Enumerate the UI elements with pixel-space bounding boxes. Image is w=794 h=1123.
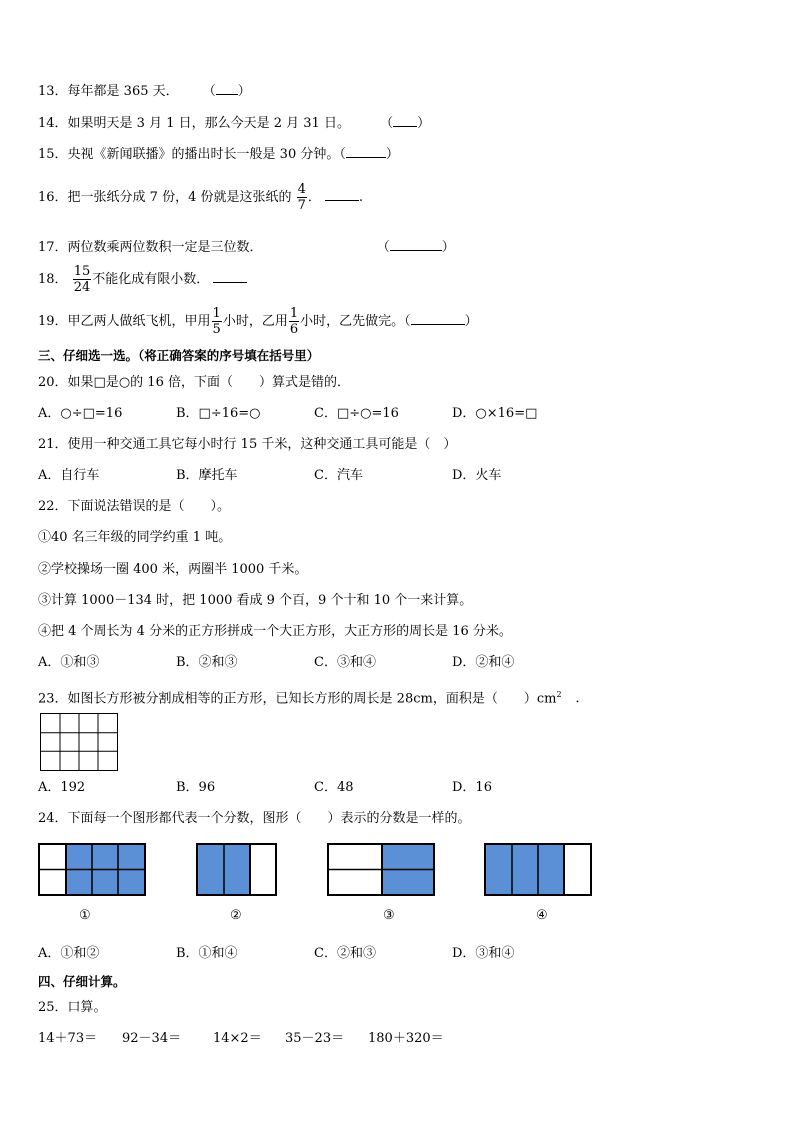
question-23-text: 23．如图长方形被分割成相等的正方形，已知长方形的周长是 28cm，面积是（ ）cm <box>38 691 557 707</box>
denominator: 24 <box>73 280 91 295</box>
option-c[interactable]: C．汽车 <box>314 468 363 483</box>
option-d[interactable]: D．②和④ <box>452 655 515 670</box>
figure-1-drawing <box>40 845 144 894</box>
figure-4-drawing <box>486 845 590 894</box>
answer-blank[interactable] <box>390 238 442 251</box>
question-15-text: 15．央视《新闻联播》的播出时长一般是 30 分钟。（ <box>38 147 346 162</box>
option-c[interactable]: C．③和④ <box>314 655 376 670</box>
question-18 <box>38 264 247 295</box>
rectangle-grid-figure <box>40 713 118 771</box>
numerator: 1 <box>212 306 221 321</box>
paren-open: （ <box>376 240 390 255</box>
paren-close: ） <box>464 314 478 329</box>
calc-item[interactable]: 180＋320＝ <box>368 1031 444 1046</box>
answer-blank[interactable] <box>411 312 465 325</box>
figure-3-label: ③ <box>383 908 395 923</box>
option-a[interactable]: A．①和③ <box>38 655 100 670</box>
numerator: 15 <box>73 264 91 279</box>
fraction <box>289 306 299 337</box>
question-19-text-1: 19．甲乙两人做纸飞机，甲用 <box>38 314 211 329</box>
calc-item[interactable]: 35－23＝ <box>285 1031 345 1046</box>
option-a[interactable]: A．①和② <box>38 946 100 961</box>
option-b[interactable]: B．②和③ <box>176 655 238 670</box>
shaded-area <box>486 845 564 894</box>
denominator: 6 <box>289 322 299 337</box>
period: ． <box>307 190 321 205</box>
option-c[interactable]: C．48 <box>314 780 354 795</box>
question-13-text: 13．每年都是 365 天． <box>38 84 179 99</box>
section-4-heading: 四、仔细计算。 <box>38 974 126 989</box>
fraction <box>73 264 92 295</box>
question-16-text: 16．把一张纸分成 7 份，4 份就是这张纸的 <box>38 190 292 205</box>
paren-close: ） <box>385 147 399 162</box>
option-a[interactable]: A．○÷□=16 <box>38 406 123 421</box>
section-3-heading: 三、仔细选一选。（将正确答案的序号填在括号里） <box>38 348 320 363</box>
answer-blank[interactable] <box>346 145 386 158</box>
numerator: 1 <box>289 306 299 321</box>
grid-lines <box>41 714 117 770</box>
answer-blank[interactable] <box>325 188 359 201</box>
statement-2: ②学校操场一圈 400 米，两圈半 1000 千米。 <box>38 562 308 577</box>
option-c[interactable]: C．②和③ <box>314 946 376 961</box>
question-19-text-2: 小时，乙用 <box>222 314 288 329</box>
figure-1 <box>38 843 146 896</box>
denominator: 7 <box>297 198 306 213</box>
answer-blank[interactable] <box>216 82 238 95</box>
paren-close: ） <box>237 84 251 99</box>
answer-blank[interactable] <box>213 270 247 283</box>
question-number: 18． <box>38 272 68 287</box>
question-17 <box>38 238 455 257</box>
question-16: 16．把一张纸分成 7 份，4 份就是这张纸的 $\frac{4}{7}$ ． . <box>38 182 364 213</box>
fraction <box>297 182 307 213</box>
statement-3: ③计算 1000－134 时，把 1000 看成 9 个百，9 个十和 10 个一来计算。 <box>38 593 473 608</box>
paren-open: （ <box>380 116 394 131</box>
calc-item[interactable]: 14＋73＝ <box>38 1031 98 1046</box>
question-18-text: 不能化成有限小数． <box>92 272 210 287</box>
question-25: 25．口算。 <box>38 1000 107 1015</box>
option-b[interactable]: B．96 <box>176 780 216 795</box>
paren-open: （ <box>202 84 216 99</box>
question-14 <box>38 114 430 133</box>
option-a[interactable]: A．192 <box>38 780 86 795</box>
option-b[interactable]: B．□÷16=○ <box>176 406 261 421</box>
option-d[interactable]: D．火车 <box>452 468 502 483</box>
option-d[interactable]: D．○×16=□ <box>452 406 538 421</box>
figure-2-label: ② <box>230 908 242 923</box>
paren-close: ） <box>417 116 431 131</box>
calc-item[interactable]: 14×2＝ <box>213 1031 262 1046</box>
statement-4: ④把 4 个周长为 4 分米的正方形拼成一个大正方形，大正方形的周长是 16 分米。 <box>38 624 512 639</box>
option-d[interactable]: D．③和④ <box>452 946 515 961</box>
figure-4 <box>484 843 592 896</box>
figure-2 <box>196 843 277 896</box>
statement-1: ①40 名三年级的同学约重 1 吨。 <box>38 530 232 545</box>
question-19 <box>38 306 478 337</box>
question-13 <box>38 82 251 101</box>
question-14-text: 14．如果明天是 3 月 1 日，那么今天是 2 月 31 日。 <box>38 116 350 131</box>
option-c[interactable]: C．□÷○=16 <box>314 406 399 421</box>
figure-2-drawing <box>198 845 275 894</box>
question-24: 24．下面每一个图形都代表一个分数，图形（ ）表示的分数是一样的。 <box>38 811 471 826</box>
question-15 <box>38 145 399 164</box>
question-19-text-3: 小时，乙先做完。（ <box>300 314 411 329</box>
option-b[interactable]: B．①和④ <box>176 946 238 961</box>
answer-blank[interactable] <box>393 114 417 127</box>
figure-4-label: ④ <box>536 908 548 923</box>
option-b[interactable]: B．摩托车 <box>176 468 238 483</box>
figure-1-label: ① <box>79 908 91 923</box>
option-d[interactable]: D．16 <box>452 780 492 795</box>
superscript: 2 <box>556 690 562 699</box>
question-20: 20．如果□是○的 16 倍，下面（ ）算式是错的． <box>38 375 350 390</box>
figure-3 <box>327 843 435 896</box>
question-23 <box>38 686 589 708</box>
paren-close: ） <box>441 240 455 255</box>
period: ． <box>575 691 589 707</box>
option-a[interactable]: A．自行车 <box>38 468 100 483</box>
fraction <box>212 306 222 337</box>
question-17-text: 17．两位数乘两位数积一定是三位数． <box>38 240 263 255</box>
question-21: 21．使用一种交通工具它每小时行 15 千米，这种交通工具可能是（ ） <box>38 437 457 452</box>
calc-item[interactable]: 92－34＝ <box>122 1031 182 1046</box>
numerator: 4 <box>297 182 306 197</box>
question-22: 22．下面说法错误的是（ ）。 <box>38 499 231 514</box>
figure-3-drawing <box>329 845 433 894</box>
denominator: 5 <box>212 322 221 337</box>
